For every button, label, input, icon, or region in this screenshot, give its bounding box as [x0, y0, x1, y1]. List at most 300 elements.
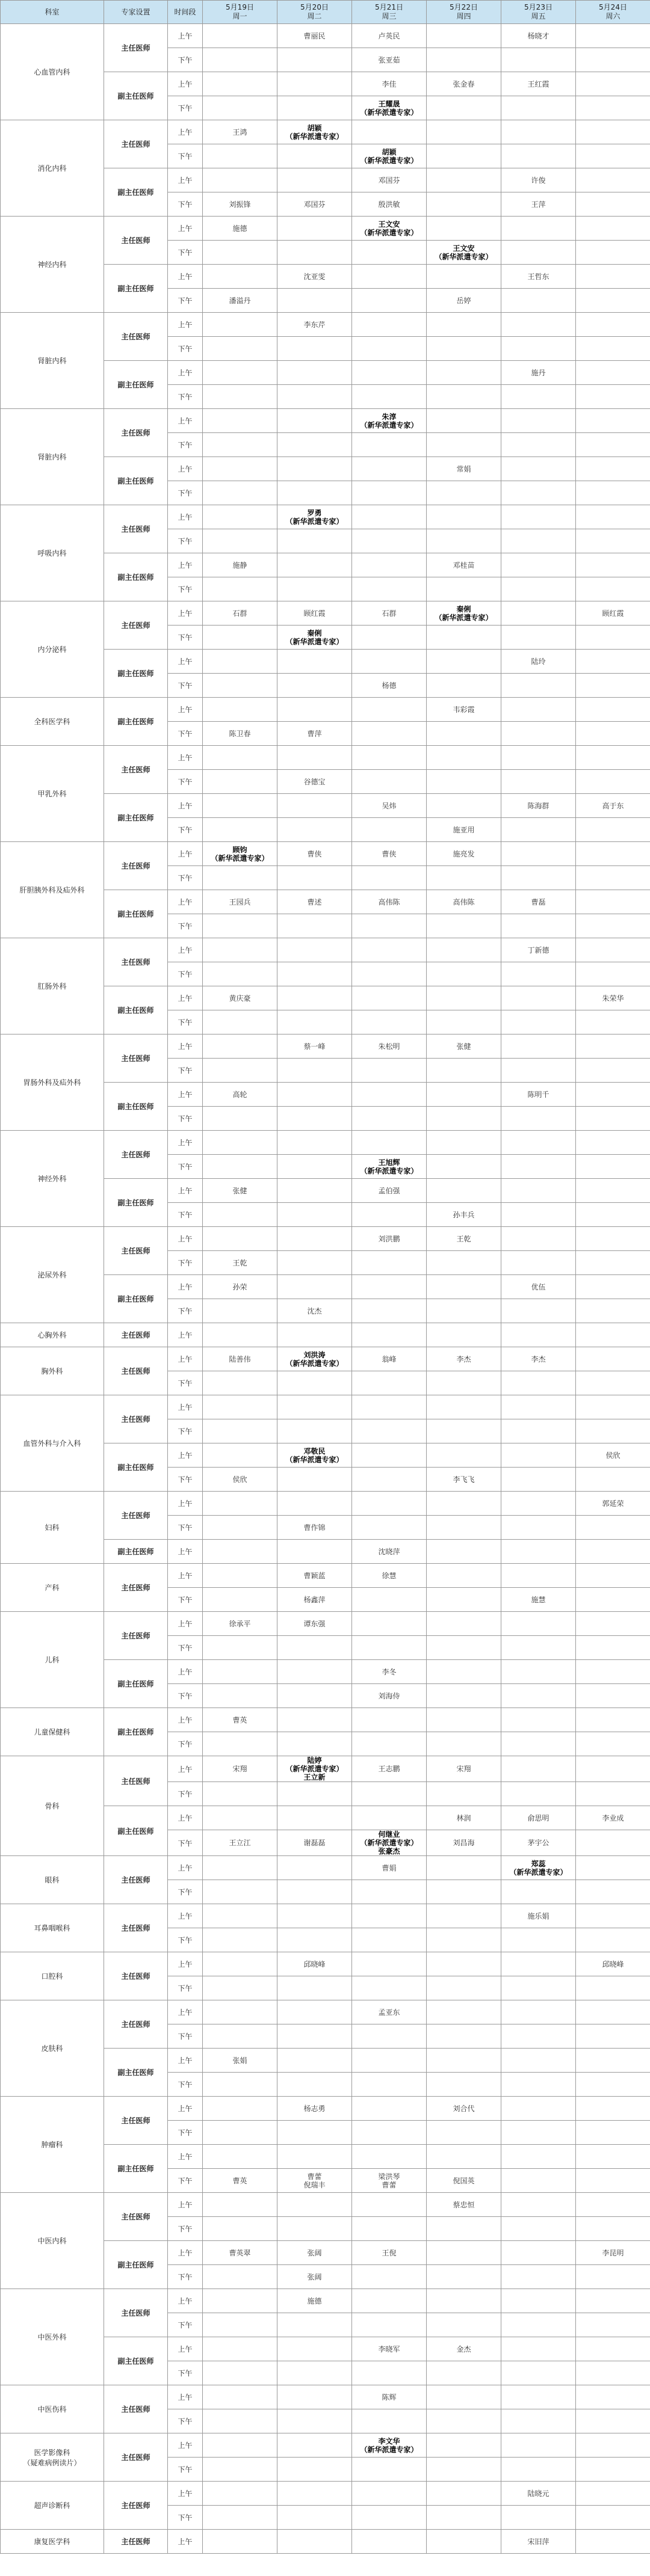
doctor-cell: [501, 217, 576, 241]
doctor-cell: [501, 529, 576, 553]
time-period-label: 下午: [178, 826, 193, 834]
doctor-cell: [427, 2458, 501, 2482]
time-period-label: 上午: [178, 705, 193, 714]
doctor-cell: [501, 2361, 576, 2385]
expert-level: [104, 361, 168, 409]
doctor-name: 朱淳 （新华派遣专家）: [360, 412, 418, 429]
doctor-cell: [576, 192, 650, 217]
doctor-cell: [203, 481, 277, 505]
doctor-name: 秦俐 （新华派遣专家）: [435, 604, 493, 622]
department-name: [1, 2097, 104, 2193]
doctor-cell: [277, 914, 352, 938]
doctor-cell: [576, 1564, 650, 1588]
time-period-label: 上午: [178, 802, 193, 810]
department-label: 中医外科: [37, 2333, 67, 2341]
header-day-thu: [427, 1, 501, 24]
time-period: [168, 1468, 203, 1492]
header-label: 5月21日 周三: [375, 3, 403, 20]
doctor-cell: [203, 2385, 277, 2409]
expert-level-label: 副主任医师: [117, 1680, 154, 1688]
doctor-cell: [576, 698, 650, 722]
doctor-cell: [427, 361, 501, 385]
doctor-cell: [277, 2337, 352, 2361]
doctor-cell: [427, 433, 501, 457]
time-period: [168, 313, 203, 337]
doctor-cell: [277, 241, 352, 265]
time-period-label: 下午: [178, 633, 193, 642]
doctor-cell: [427, 2361, 501, 2385]
doctor-cell: [427, 289, 501, 313]
doctor-cell: [501, 1419, 576, 1443]
doctor-cell: [277, 1059, 352, 1083]
department-label: 神经内科: [37, 260, 67, 269]
time-period: [168, 698, 203, 722]
doctor-name: 曹娟: [382, 1863, 397, 1872]
doctor-cell: [576, 986, 650, 1010]
time-period-label: 上午: [178, 2056, 193, 2065]
doctor-cell: [203, 529, 277, 553]
doctor-name: 施丹: [531, 368, 546, 377]
doctor-cell: [203, 938, 277, 962]
doctor-name: 邱晓峰: [303, 1960, 326, 1969]
doctor-cell: [576, 842, 650, 866]
time-period-label: 下午: [178, 2177, 193, 2185]
doctor-cell: [203, 241, 277, 265]
time-period: [168, 1806, 203, 1830]
doctor-cell: [501, 289, 576, 313]
doctor-cell: [203, 1347, 277, 1371]
table-row: [1, 2482, 650, 2506]
time-period: [168, 2530, 203, 2554]
doctor-cell: [427, 24, 501, 48]
expert-level: [104, 505, 168, 553]
doctor-cell: [277, 96, 352, 120]
department-label: 甲乳外科: [37, 790, 67, 798]
expert-level-label: 副主任医师: [117, 1006, 154, 1015]
time-period: [168, 1347, 203, 1371]
doctor-cell: [427, 2121, 501, 2145]
expert-level-label: 副主任医师: [117, 2165, 154, 2173]
doctor-cell: [576, 1275, 650, 1299]
time-period: [168, 433, 203, 457]
time-period-label: 下午: [178, 681, 193, 690]
doctor-cell: [277, 120, 352, 144]
doctor-cell: [352, 361, 427, 385]
time-period: [168, 2169, 203, 2193]
table-row: [1, 1952, 650, 1976]
department-label: 骨科: [45, 1802, 60, 1810]
doctor-cell: [352, 241, 427, 265]
table-row: [1, 120, 650, 144]
doctor-cell: [352, 2000, 427, 2024]
table-row: [1, 313, 650, 337]
table-row: [1, 938, 650, 962]
department-name: [1, 409, 104, 505]
doctor-cell: [576, 553, 650, 577]
doctor-cell: [501, 1540, 576, 1564]
doctor-cell: [576, 2169, 650, 2193]
doctor-cell: [203, 409, 277, 433]
table-row: [1, 1492, 650, 1516]
doctor-cell: [352, 313, 427, 337]
doctor-name: 曹英: [232, 1715, 247, 1724]
doctor-cell: [576, 481, 650, 505]
doctor-name: 李晓军: [378, 2344, 400, 2353]
doctor-cell: [277, 2193, 352, 2217]
doctor-cell: [203, 1155, 277, 1179]
doctor-cell: [501, 48, 576, 72]
doctor-cell: [427, 1564, 501, 1588]
doctor-cell: [203, 1756, 277, 1782]
time-period: [168, 2289, 203, 2313]
doctor-name: 李佳: [382, 79, 397, 88]
department-name: [1, 313, 104, 409]
doctor-cell: [427, 1299, 501, 1323]
doctor-cell: [576, 1782, 650, 1806]
doctor-cell: [501, 1443, 576, 1468]
doctor-cell: [427, 1588, 501, 1612]
time-period: [168, 144, 203, 168]
time-period: [168, 674, 203, 698]
doctor-name: 韦彩霞: [453, 705, 475, 714]
doctor-cell: [427, 1275, 501, 1299]
table-row: [1, 1227, 650, 1251]
doctor-cell: [427, 938, 501, 962]
expert-level-label: 副主任医师: [117, 2068, 154, 2077]
expert-level-label: 主任医师: [121, 44, 150, 52]
doctor-cell: [501, 192, 576, 217]
expert-level-label: 主任医师: [121, 1054, 150, 1063]
doctor-cell: [501, 1806, 576, 1830]
time-period: [168, 1323, 203, 1347]
doctor-name: 王园兵: [229, 897, 251, 906]
table-row: [1, 2193, 650, 2217]
time-period-label: 上午: [178, 1864, 193, 1872]
doctor-cell: [427, 2024, 501, 2049]
time-period-label: 下午: [178, 1692, 193, 1700]
doctor-name: 石群: [382, 609, 397, 618]
doctor-cell: [576, 1059, 650, 1083]
header-row: [1, 1, 650, 24]
doctor-cell: [203, 2073, 277, 2097]
doctor-cell: [352, 2169, 427, 2193]
department-label: 心血管内科: [34, 68, 70, 76]
doctor-name: 王耀晟 （新华派遣专家）: [360, 99, 418, 117]
time-period: [168, 2193, 203, 2217]
doctor-cell: [576, 2073, 650, 2097]
doctor-cell: [501, 2049, 576, 2073]
doctor-cell: [352, 168, 427, 192]
doctor-cell: [352, 1419, 427, 1443]
time-period: [168, 1976, 203, 2000]
doctor-name: 石群: [232, 609, 247, 618]
doctor-cell: [501, 1131, 576, 1155]
doctor-cell: [501, 746, 576, 770]
expert-level-label: 主任医师: [121, 429, 150, 437]
doctor-cell: [277, 385, 352, 409]
doctor-cell: [501, 914, 576, 938]
doctor-name: 张阔: [307, 2248, 322, 2257]
doctor-cell: [576, 1806, 650, 1830]
expert-level: [104, 313, 168, 361]
doctor-cell: [427, 2265, 501, 2289]
doctor-cell: [576, 217, 650, 241]
expert-level: [104, 217, 168, 265]
doctor-cell: [427, 674, 501, 698]
doctor-cell: [501, 241, 576, 265]
doctor-cell: [427, 1856, 501, 1880]
doctor-cell: [576, 96, 650, 120]
header-day-tue: [277, 1, 352, 24]
doctor-cell: [203, 2145, 277, 2169]
doctor-cell: [203, 1371, 277, 1395]
doctor-cell: [501, 1928, 576, 1952]
department-name: [1, 1564, 104, 1612]
time-period-label: 上午: [178, 657, 193, 666]
doctor-cell: [203, 794, 277, 818]
doctor-cell: [352, 650, 427, 674]
doctor-cell: [203, 770, 277, 794]
doctor-cell: [427, 2193, 501, 2217]
doctor-cell: [203, 2000, 277, 2024]
doctor-cell: [352, 2121, 427, 2145]
doctor-cell: [576, 1443, 650, 1468]
doctor-cell: [352, 289, 427, 313]
time-period: [168, 1131, 203, 1155]
time-period-label: 下午: [178, 200, 193, 209]
department-label: 内分泌科: [37, 645, 67, 654]
doctor-cell: [501, 1516, 576, 1540]
time-period: [168, 2000, 203, 2024]
doctor-name: 施德: [307, 2296, 322, 2305]
doctor-cell: [277, 481, 352, 505]
doctor-cell: [203, 433, 277, 457]
doctor-cell: [203, 2024, 277, 2049]
doctor-cell: [501, 938, 576, 962]
doctor-cell: [352, 2409, 427, 2433]
doctor-cell: [427, 1612, 501, 1636]
department-name: [1, 842, 104, 938]
doctor-name: 邓桂苗: [453, 561, 475, 570]
doctor-cell: [277, 842, 352, 866]
doctor-cell: [501, 96, 576, 120]
doctor-cell: [576, 1588, 650, 1612]
doctor-cell: [277, 1756, 352, 1782]
doctor-cell: [576, 24, 650, 48]
doctor-cell: [427, 2313, 501, 2337]
doctor-cell: [427, 192, 501, 217]
doctor-cell: [352, 2289, 427, 2313]
doctor-cell: [352, 1107, 427, 1131]
doctor-cell: [277, 1976, 352, 2000]
doctor-cell: [203, 1830, 277, 1856]
doctor-cell: [427, 1684, 501, 1708]
time-period: [168, 385, 203, 409]
doctor-cell: [352, 1756, 427, 1782]
expert-level: [104, 2145, 168, 2193]
time-period-label: 下午: [178, 1984, 193, 1993]
doctor-cell: [576, 2506, 650, 2530]
doctor-cell: [576, 2145, 650, 2169]
time-period-label: 上午: [178, 321, 193, 329]
time-period-label: 下午: [178, 104, 193, 112]
time-period-label: 下午: [178, 297, 193, 305]
doctor-cell: [277, 72, 352, 96]
department-name: [1, 2433, 104, 2482]
doctor-cell: [203, 2482, 277, 2506]
doctor-cell: [501, 674, 576, 698]
doctor-cell: [501, 1059, 576, 1083]
expert-level-label: 主任医师: [121, 525, 150, 533]
doctor-cell: [427, 962, 501, 986]
doctor-cell: [352, 2241, 427, 2265]
doctor-cell: [277, 168, 352, 192]
doctor-cell: [427, 72, 501, 96]
table-row: [1, 1856, 650, 1880]
time-period: [168, 2433, 203, 2458]
doctor-cell: [427, 1419, 501, 1443]
doctor-cell: [501, 601, 576, 626]
doctor-cell: [576, 866, 650, 890]
expert-level-label: 副主任医师: [117, 1102, 154, 1111]
department-name: [1, 1904, 104, 1952]
doctor-cell: [501, 626, 576, 650]
time-period: [168, 2024, 203, 2049]
doctor-name: 刘洪鹏: [378, 1234, 400, 1243]
doctor-cell: [576, 2265, 650, 2289]
doctor-cell: [576, 2482, 650, 2506]
time-period-label: 下午: [178, 1379, 193, 1388]
expert-level: [104, 553, 168, 601]
table-row: [1, 746, 650, 770]
expert-level-label: 主任医师: [121, 958, 150, 967]
doctor-cell: [203, 2458, 277, 2482]
doctor-cell: [203, 1732, 277, 1756]
time-period-label: 上午: [178, 176, 193, 185]
department-name: [1, 1347, 104, 1395]
doctor-cell: [203, 2193, 277, 2217]
expert-level: [104, 2049, 168, 2097]
doctor-cell: [501, 842, 576, 866]
doctor-cell: [277, 2073, 352, 2097]
expert-level: [104, 1034, 168, 1083]
time-period-label: 下午: [178, 1018, 193, 1027]
expert-level: [104, 842, 168, 890]
time-period: [168, 168, 203, 192]
doctor-cell: [203, 96, 277, 120]
doctor-cell: [501, 385, 576, 409]
doctor-name: 顾红霞: [303, 609, 326, 618]
expert-level: [104, 457, 168, 505]
expert-level-label: 主任医师: [121, 2453, 150, 2462]
doctor-cell: [352, 2073, 427, 2097]
doctor-name: 曹丽民: [303, 31, 326, 40]
time-period: [168, 1880, 203, 1904]
table-row: [1, 1131, 650, 1155]
doctor-cell: [203, 1034, 277, 1059]
header-day-sat: [576, 1, 650, 24]
department-label: 消化内科: [37, 164, 67, 173]
department-name: [1, 2385, 104, 2433]
doctor-cell: [427, 1708, 501, 1732]
header-day-wed: [352, 1, 427, 24]
doctor-name: 侯欣: [605, 1451, 621, 1460]
doctor-cell: [203, 1660, 277, 1684]
doctor-cell: [352, 1443, 427, 1468]
doctor-cell: [501, 2433, 576, 2458]
doctor-cell: [352, 1732, 427, 1756]
expert-level-label: 主任医师: [121, 2020, 150, 2029]
time-period: [168, 2313, 203, 2337]
doctor-cell: [203, 962, 277, 986]
doctor-cell: [501, 1107, 576, 1131]
doctor-cell: [427, 794, 501, 818]
doctor-cell: [352, 1904, 427, 1928]
doctor-cell: [427, 770, 501, 794]
doctor-cell: [427, 1443, 501, 1468]
doctor-cell: [352, 1131, 427, 1155]
expert-level: [104, 2097, 168, 2145]
doctor-cell: [576, 2049, 650, 2073]
doctor-cell: [427, 1636, 501, 1660]
doctor-cell: [501, 1275, 576, 1299]
doctor-name: 郑蕊 （新华派遣专家）: [509, 1859, 568, 1877]
doctor-cell: [576, 1880, 650, 1904]
doctor-cell: [501, 1952, 576, 1976]
time-period: [168, 1856, 203, 1880]
header-period: [168, 1, 203, 24]
doctor-cell: [427, 1323, 501, 1347]
table-row: [1, 1034, 650, 1059]
doctor-name: 曹萍: [307, 729, 322, 738]
doctor-name: 宋旧萍: [527, 2537, 549, 2546]
doctor-cell: [427, 48, 501, 72]
doctor-cell: [203, 1323, 277, 1347]
department-label: 产科: [45, 1584, 60, 1592]
doctor-cell: [277, 1468, 352, 1492]
time-period: [168, 1179, 203, 1203]
doctor-name: 蔡忠恒: [453, 2200, 475, 2209]
expert-level: [104, 1131, 168, 1179]
doctor-cell: [427, 2337, 501, 2361]
doctor-name: 徐承平: [229, 1619, 251, 1628]
doctor-cell: [277, 2289, 352, 2313]
expert-level: [104, 1660, 168, 1708]
time-period: [168, 962, 203, 986]
doctor-cell: [277, 337, 352, 361]
doctor-name: 高伟陈: [453, 897, 475, 906]
doctor-cell: [501, 144, 576, 168]
table-row: [1, 1756, 650, 1782]
time-period-label: 上午: [178, 2489, 193, 2498]
doctor-cell: [203, 1612, 277, 1636]
time-period-label: 下午: [178, 585, 193, 594]
doctor-cell: [501, 1468, 576, 1492]
doctor-cell: [427, 1904, 501, 1928]
header-label: 5月19日 周一: [226, 3, 254, 20]
doctor-cell: [427, 2482, 501, 2506]
doctor-cell: [576, 577, 650, 601]
time-period-label: 下午: [178, 1114, 193, 1123]
time-period: [168, 626, 203, 650]
time-period: [168, 1107, 203, 1131]
expert-level: [104, 746, 168, 794]
doctor-cell: [576, 120, 650, 144]
department-name: [1, 2000, 104, 2097]
doctor-cell: [352, 385, 427, 409]
table-row: [1, 601, 650, 626]
doctor-cell: [576, 72, 650, 96]
